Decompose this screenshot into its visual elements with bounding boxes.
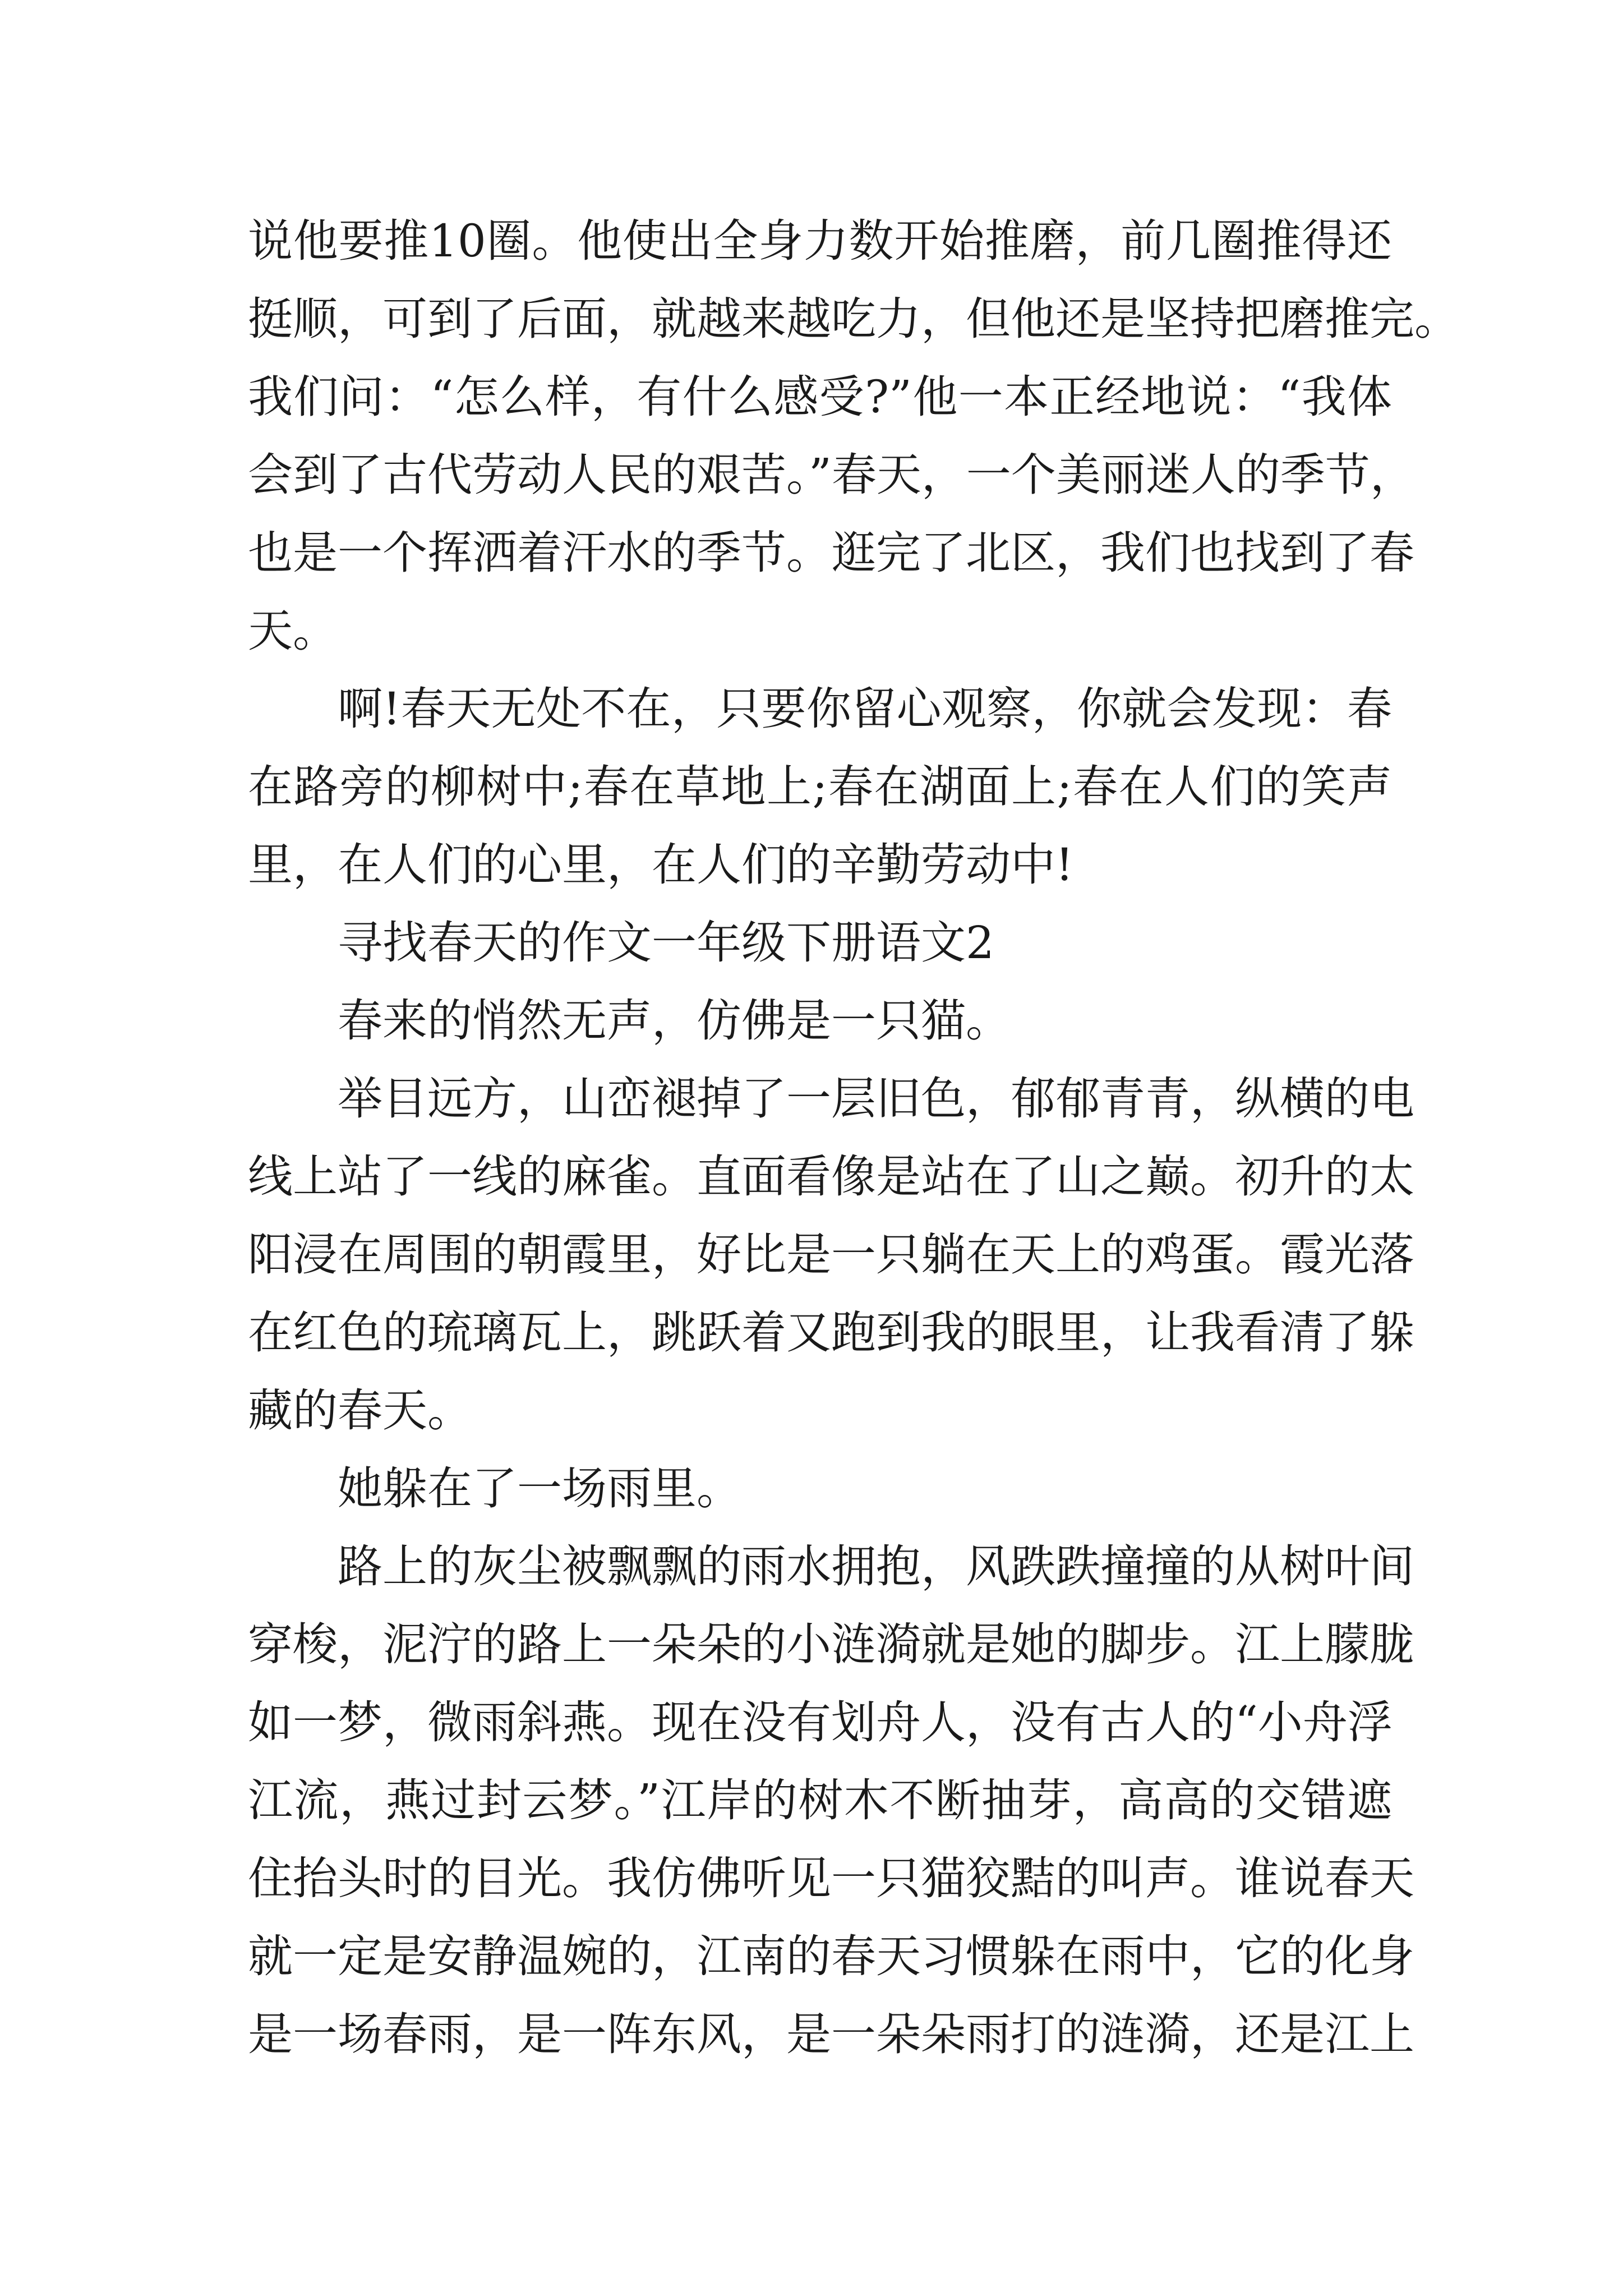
paragraph-first-line: 举目远方，山峦褪掉了一层旧色，郁郁青青，纵横的电 (338, 1073, 1414, 1125)
text-line: 挺顺，可到了后面，就越来越吃力，但他还是坚持把磨推完。 (248, 293, 1459, 345)
section-heading: 寻找春天的作文一年级下册语文2 (338, 917, 994, 969)
text-line: 在路旁的柳树中;春在草地上;春在湖面上;春在人们的笑声 (248, 761, 1392, 813)
text-line: 江流，燕过封云梦。”江岸的树木不断抽芽，高高的交错遮 (248, 1774, 1392, 1826)
text-line: 就一定是安静温婉的，江南的春天习惯躲在雨中，它的化身 (248, 1930, 1414, 1982)
text-line: 会到了古代劳动人民的艰苦。”春天，一个美丽迷人的季节， (248, 449, 1415, 501)
text-line: 也是一个挥洒着汗水的季节。逛完了北区，我们也找到了春 (248, 527, 1414, 579)
text-line: 如一梦，微雨斜燕。现在没有划舟人，没有古人的“小舟浮 (248, 1696, 1393, 1749)
text-line: 是一场春雨，是一阵东风，是一朵朵雨打的涟漪，还是江上 (248, 2008, 1414, 2060)
text-line: 阳浸在周围的朝霞里，好比是一只躺在天上的鸡蛋。霞光落 (248, 1228, 1414, 1281)
paragraph-first-line: 她躲在了一场雨里。 (338, 1462, 741, 1515)
paragraph-first-line: 春来的悄然无声，仿佛是一只猫。 (338, 995, 1011, 1047)
text-line: 天。 (248, 605, 338, 657)
paragraph-first-line: 路上的灰尘被飘飘的雨水拥抱，风跌跌撞撞的从树叶间 (338, 1540, 1414, 1593)
text-line: 里，在人们的心里，在人们的辛勤劳动中! (248, 839, 1074, 891)
text-line: 藏的春天。 (248, 1384, 472, 1437)
paragraph-first-line: 啊!春天无处不在，只要你留心观察，你就会发现：春 (338, 683, 1392, 735)
text-line: 我们问：“怎么样，有什么感受?”他一本正经地说：“我体 (248, 371, 1392, 423)
text-line: 说他要推10圈。他使出全身力数开始推磨，前几圈推得还 (248, 215, 1392, 267)
text-line: 在红色的琉璃瓦上，跳跃着又跑到我的眼里，让我看清了躲 (248, 1306, 1414, 1359)
text-line: 住抬头时的目光。我仿佛听见一只猫狡黠的叫声。谁说春天 (248, 1852, 1414, 1904)
text-line: 穿梭，泥泞的路上一朵朵的小涟漪就是她的脚步。江上朦胧 (248, 1618, 1414, 1671)
text-line: 线上站了一线的麻雀。直面看像是站在了山之巅。初升的太 (248, 1151, 1414, 1203)
